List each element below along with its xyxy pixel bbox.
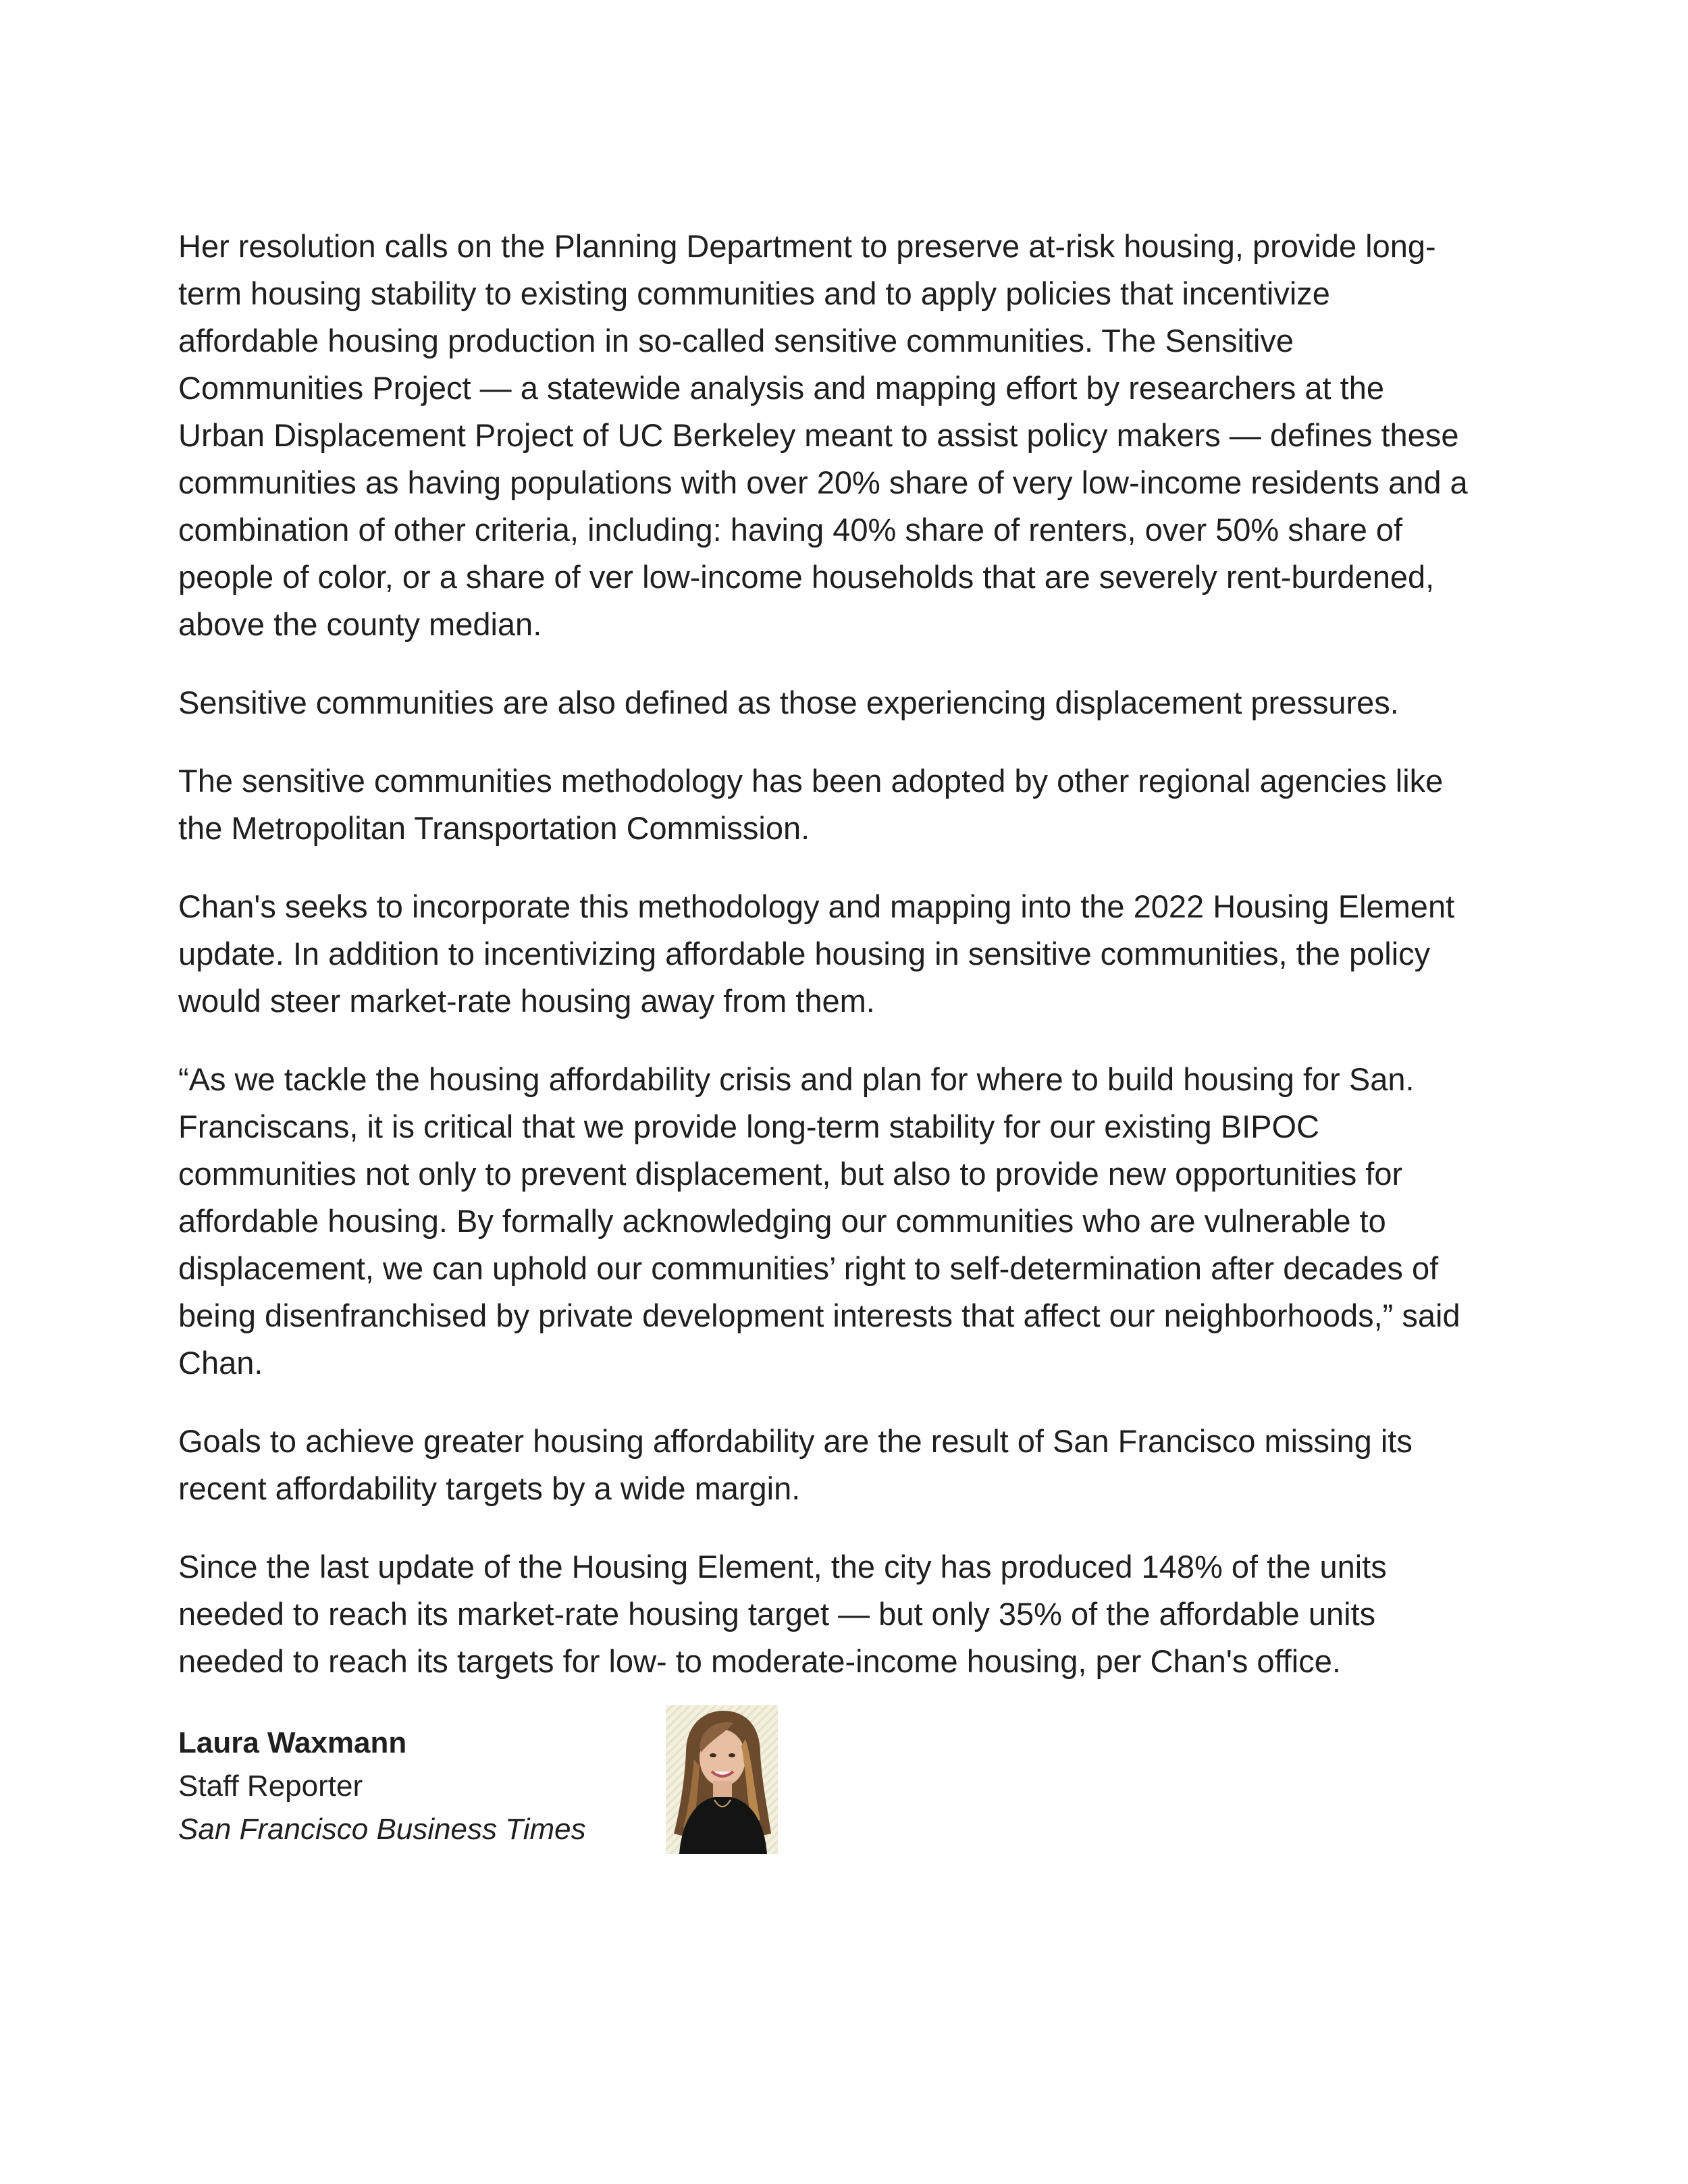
article-paragraph: Sensitive communities are also defined as those experiencing displacement pressures. [178, 685, 1399, 720]
article-paragraph: “As we tackle the housing affordability crisis and plan for where to build housing for San. Franciscans, it is critical that we provide long-term stability for our existing BIPOC communities not only to prevent displacement, but also to provide new opportunities for affordable housing. By formally acknowledging our communities who are vulnerable to displacement, we can uphold our communities’ right to self-determination after decades of being disenfranchised by private development interests that affect our neighborhoods,” said Chan. [178, 1061, 1460, 1381]
author-role: Staff Reporter [178, 1769, 363, 1803]
author-portrait-svg [666, 1705, 778, 1854]
article-paragraph: Her resolution calls on the Planning Department to preserve at-risk housing, provide long-term housing stability to existing communities and to apply policies that incentivize affordable housing production in so-called sensitive communities. The Sensitive Communities Project — a statewide analysis and mapping effort by researchers at the Urban Displacement Project of UC Berkeley meant to assist policy makers — defines these communities as having populations with over 20% share of very low-income residents and a combination of other criteria, including: having 40% share of renters, over 50% share of people of color, or a share of ver low-income households that are severely rent-burdened, above the county median. [178, 228, 1468, 642]
article-paragraph: The sensitive communities methodology has been adopted by other regional agencies like the Metropolitan Transportation Commission. [178, 763, 1444, 846]
author-byline [178, 1722, 1475, 1877]
article-page [178, 223, 1475, 1877]
author-info [178, 1722, 586, 1851]
author-portrait-icon [666, 1705, 778, 1854]
author-publication: San Francisco Business Times [178, 1813, 586, 1846]
article-paragraph: Since the last update of the Housing Element, the city has produced 148% of the units needed to reach its market-rate housing target — but only 35% of the affordable units needed to reach its targets for low- to moderate-income housing, per Chan's office. [178, 1549, 1387, 1679]
article-body [178, 223, 1475, 1685]
author-name: Laura Waxmann [178, 1726, 407, 1759]
article-paragraph: Chan's seeks to incorporate this methodology and mapping into the 2022 Housing Element update. In addition to incentivizing affordable housing in sensitive communities, the policy would steer market-rate housing away from them. [178, 888, 1455, 1019]
article-paragraph: Goals to achieve greater housing affordability are the result of San Francisco missing its recent affordability targets by a wide margin. [178, 1423, 1413, 1506]
